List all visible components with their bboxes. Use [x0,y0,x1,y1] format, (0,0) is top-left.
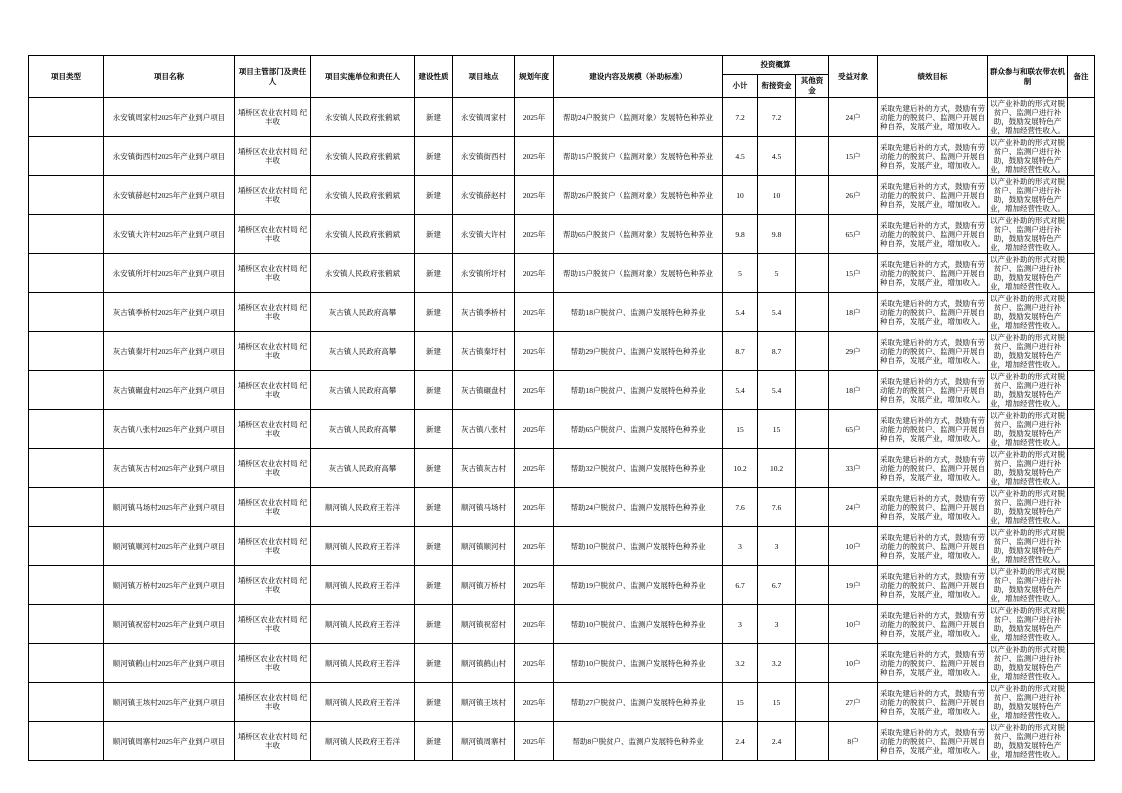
cell-other [796,137,829,176]
cell-nature: 新建 [415,605,453,644]
cell-linkage: 2.4 [758,722,796,761]
cell-content: 帮助24户脱贫户、监测户发展特色种养业 [554,488,723,527]
cell-note [1068,293,1095,332]
cell-beneficiary: 27户 [829,683,878,722]
cell-participation: 以产业补助的形式对脱贫户、监测户进行补助，鼓励发展特色产业，增加经营性收入。 [988,527,1068,566]
cell-location: 顺河镇万桥村 [453,566,515,605]
cell-type [29,527,104,566]
cell-type [29,683,104,722]
cell-content: 帮助18户脱贫户、监测户发展特色种养业 [554,293,723,332]
table-row [29,566,1095,605]
cell-year: 2025年 [515,449,554,488]
cell-impl: 顺河镇人民政府王若洋 [311,722,415,761]
cell-impl: 永安镇人民政府张鹤斌 [311,215,415,254]
cell-type [29,254,104,293]
cell-linkage: 3 [758,605,796,644]
cell-year: 2025年 [515,644,554,683]
cell-performance: 采取先建后补的方式，鼓励有劳动能力的脱贫户、监测户开展自种自养，发展产业，增加收入。 [878,293,988,332]
cell-participation: 以产业补助的形式对脱贫户、监测户进行补助，鼓励发展特色产业，增加经营性收入。 [988,98,1068,137]
cell-year: 2025年 [515,683,554,722]
cell-performance: 采取先建后补的方式，鼓励有劳动能力的脱贫户、监测户开展自种自养，发展产业，增加收入。 [878,371,988,410]
cell-beneficiary: 18户 [829,293,878,332]
col-header-participation: 群众参与和联农带农机制 [988,56,1068,98]
cell-participation: 以产业补助的形式对脱贫户、监测户进行补助，鼓励发展特色产业，增加经营性收入。 [988,254,1068,293]
cell-subtotal: 5.4 [723,293,758,332]
cell-beneficiary: 65户 [829,215,878,254]
cell-content: 帮助10户脱贫户、监测户发展特色种养业 [554,527,723,566]
cell-linkage: 8.7 [758,332,796,371]
cell-beneficiary: 15户 [829,137,878,176]
cell-participation: 以产业补助的形式对脱贫户、监测户进行补助，鼓励发展特色产业，增加经营性收入。 [988,488,1068,527]
cell-note [1068,566,1095,605]
cell-dept: 埇桥区农业农村局 纪丰收 [235,644,311,683]
cell-impl: 顺河镇人民政府王若洋 [311,605,415,644]
cell-content: 帮助10户脱贫户、监测户发展特色种养业 [554,605,723,644]
cell-impl: 灰古镇人民政府高攀 [311,293,415,332]
cell-note [1068,371,1095,410]
table-row [29,644,1095,683]
cell-location: 顺河镇马场村 [453,488,515,527]
cell-location: 灰古镇碾盘村 [453,371,515,410]
col-header-location: 项目地点 [453,56,515,98]
col-header-content: 建设内容及规模（补助标准） [554,56,723,98]
cell-other [796,449,829,488]
cell-performance: 采取先建后补的方式，鼓励有劳动能力的脱贫户、监测户开展自种自养，发展产业，增加收入。 [878,449,988,488]
table-body [29,98,1095,761]
cell-name: 永安镇薛赵村2025年产业到户项目 [104,176,235,215]
cell-type [29,449,104,488]
col-header-investment-group: 投资概算 [723,56,829,75]
cell-note [1068,176,1095,215]
cell-dept: 埇桥区农业农村局 纪丰收 [235,137,311,176]
table-row [29,605,1095,644]
cell-dept: 埇桥区农业农村局 纪丰收 [235,449,311,488]
cell-other [796,644,829,683]
cell-type [29,137,104,176]
cell-nature: 新建 [415,410,453,449]
cell-year: 2025年 [515,566,554,605]
col-header-name: 项目名称 [104,56,235,98]
cell-nature: 新建 [415,215,453,254]
cell-performance: 采取先建后补的方式，鼓励有劳动能力的脱贫户、监测户开展自种自养，发展产业，增加收入。 [878,683,988,722]
cell-subtotal: 3 [723,527,758,566]
cell-location: 永安镇周家村 [453,98,515,137]
cell-impl: 顺河镇人民政府王若洋 [311,527,415,566]
cell-name: 永安镇大许村2025年产业到户项目 [104,215,235,254]
cell-participation: 以产业补助的形式对脱贫户、监测户进行补助，鼓励发展特色产业，增加经营性收入。 [988,176,1068,215]
cell-note [1068,722,1095,761]
cell-other [796,410,829,449]
cell-year: 2025年 [515,605,554,644]
cell-note [1068,137,1095,176]
cell-participation: 以产业补助的形式对脱贫户、监测户进行补助，鼓励发展特色产业，增加经营性收入。 [988,605,1068,644]
cell-other [796,176,829,215]
cell-other [796,293,829,332]
cell-other [796,527,829,566]
cell-dept: 埇桥区农业农村局 纪丰收 [235,98,311,137]
cell-impl: 永安镇人民政府张鹤斌 [311,254,415,293]
cell-linkage: 5.4 [758,371,796,410]
cell-type [29,488,104,527]
cell-content: 帮助29户脱贫户、监测户发展特色种养业 [554,332,723,371]
cell-dept: 埇桥区农业农村局 纪丰收 [235,293,311,332]
cell-other [796,566,829,605]
cell-beneficiary: 18户 [829,371,878,410]
cell-type [29,98,104,137]
cell-name: 灰古镇碾盘村2025年产业到户项目 [104,371,235,410]
cell-subtotal: 8.7 [723,332,758,371]
cell-performance: 采取先建后补的方式，鼓励有劳动能力的脱贫户、监测户开展自种自养，发展产业，增加收入。 [878,332,988,371]
table-row [29,371,1095,410]
cell-nature: 新建 [415,644,453,683]
cell-type [29,410,104,449]
cell-name: 灰古镇秦圩村2025年产业到户项目 [104,332,235,371]
cell-other [796,371,829,410]
cell-subtotal: 10.2 [723,449,758,488]
cell-beneficiary: 24户 [829,488,878,527]
cell-other [796,722,829,761]
cell-content: 帮助10户脱贫户、监测户发展特色种养业 [554,644,723,683]
cell-note [1068,215,1095,254]
cell-location: 顺河镇王垓村 [453,683,515,722]
cell-performance: 采取先建后补的方式，鼓励有劳动能力的脱贫户、监测户开展自种自养，发展产业，增加收入。 [878,137,988,176]
cell-performance: 采取先建后补的方式，鼓励有劳动能力的脱贫户、监测户开展自种自养，发展产业，增加收入。 [878,254,988,293]
cell-nature: 新建 [415,449,453,488]
cell-nature: 新建 [415,254,453,293]
cell-nature: 新建 [415,293,453,332]
cell-year: 2025年 [515,488,554,527]
cell-linkage: 15 [758,410,796,449]
cell-other [796,215,829,254]
cell-impl: 顺河镇人民政府王若洋 [311,488,415,527]
cell-note [1068,449,1095,488]
cell-content: 帮助15户脱贫户（监测对象）发展特色种养业 [554,137,723,176]
cell-dept: 埇桥区农业农村局 纪丰收 [235,176,311,215]
cell-performance: 采取先建后补的方式，鼓励有劳动能力的脱贫户、监测户开展自种自养，发展产业，增加收入。 [878,488,988,527]
cell-subtotal: 5 [723,254,758,293]
cell-participation: 以产业补助的形式对脱贫户、监测户进行补助，鼓励发展特色产业，增加经营性收入。 [988,410,1068,449]
cell-year: 2025年 [515,293,554,332]
cell-impl: 灰古镇人民政府高攀 [311,371,415,410]
cell-year: 2025年 [515,527,554,566]
cell-other [796,488,829,527]
table-row [29,215,1095,254]
cell-linkage: 10.2 [758,449,796,488]
cell-note [1068,605,1095,644]
table-row [29,254,1095,293]
cell-dept: 埇桥区农业农村局 纪丰收 [235,371,311,410]
col-header-type: 项目类型 [29,56,104,98]
cell-performance: 采取先建后补的方式，鼓励有劳动能力的脱贫户、监测户开展自种自养，发展产业，增加收入。 [878,98,988,137]
cell-performance: 采取先建后补的方式，鼓励有劳动能力的脱贫户、监测户开展自种自养，发展产业，增加收入。 [878,527,988,566]
cell-dept: 埇桥区农业农村局 纪丰收 [235,566,311,605]
cell-performance: 采取先建后补的方式，鼓励有劳动能力的脱贫户、监测户开展自种自养，发展产业，增加收入。 [878,644,988,683]
table-row [29,176,1095,215]
cell-participation: 以产业补助的形式对脱贫户、监测户进行补助，鼓励发展特色产业，增加经营性收入。 [988,371,1068,410]
cell-subtotal: 7.6 [723,488,758,527]
cell-type [29,215,104,254]
cell-other [796,332,829,371]
cell-beneficiary: 33户 [829,449,878,488]
cell-year: 2025年 [515,410,554,449]
table-row [29,332,1095,371]
cell-location: 灰古镇灰古村 [453,449,515,488]
cell-content: 帮助19户脱贫户、监测户发展特色种养业 [554,566,723,605]
cell-beneficiary: 15户 [829,254,878,293]
cell-year: 2025年 [515,176,554,215]
cell-content: 帮助8户脱贫户、监测户发展特色种养业 [554,722,723,761]
cell-name: 顺河镇王垓村2025年产业到户项目 [104,683,235,722]
cell-performance: 采取先建后补的方式，鼓励有劳动能力的脱贫户、监测户开展自种自养，发展产业，增加收入。 [878,722,988,761]
cell-name: 灰古镇八张村2025年产业到户项目 [104,410,235,449]
cell-participation: 以产业补助的形式对脱贫户、监测户进行补助，鼓励发展特色产业，增加经营性收入。 [988,449,1068,488]
cell-beneficiary: 65户 [829,410,878,449]
cell-participation: 以产业补助的形式对脱贫户、监测户进行补助，鼓励发展特色产业，增加经营性收入。 [988,137,1068,176]
cell-type [29,293,104,332]
cell-dept: 埇桥区农业农村局 纪丰收 [235,254,311,293]
cell-year: 2025年 [515,215,554,254]
table-row [29,293,1095,332]
cell-content: 帮助18户脱贫户、监测户发展特色种养业 [554,371,723,410]
cell-type [29,722,104,761]
cell-nature: 新建 [415,371,453,410]
cell-location: 顺河镇顺河村 [453,527,515,566]
table-row [29,683,1095,722]
cell-note [1068,488,1095,527]
cell-year: 2025年 [515,722,554,761]
cell-note [1068,644,1095,683]
cell-subtotal: 5.4 [723,371,758,410]
cell-name: 顺河镇祝窑村2025年产业到户项目 [104,605,235,644]
col-header-linkage-funds: 衔接资金 [758,75,796,98]
cell-linkage: 15 [758,683,796,722]
cell-type [29,605,104,644]
col-header-performance: 绩效目标 [878,56,988,98]
cell-year: 2025年 [515,332,554,371]
cell-dept: 埇桥区农业农村局 纪丰收 [235,488,311,527]
cell-dept: 埇桥区农业农村局 纪丰收 [235,683,311,722]
cell-performance: 采取先建后补的方式，鼓励有劳动能力的脱贫户、监测户开展自种自养，发展产业，增加收入。 [878,566,988,605]
cell-nature: 新建 [415,722,453,761]
cell-dept: 埇桥区农业农村局 纪丰收 [235,722,311,761]
cell-location: 永安镇街西村 [453,137,515,176]
project-table [28,55,1095,761]
cell-subtotal: 3 [723,605,758,644]
cell-subtotal: 4.5 [723,137,758,176]
cell-other [796,254,829,293]
cell-linkage: 10 [758,176,796,215]
cell-type [29,371,104,410]
cell-name: 顺河镇马场村2025年产业到户项目 [104,488,235,527]
cell-year: 2025年 [515,371,554,410]
cell-beneficiary: 26户 [829,176,878,215]
cell-impl: 灰古镇人民政府高攀 [311,410,415,449]
cell-nature: 新建 [415,566,453,605]
cell-location: 永安镇薛赵村 [453,176,515,215]
cell-participation: 以产业补助的形式对脱贫户、监测户进行补助，鼓励发展特色产业，增加经营性收入。 [988,644,1068,683]
cell-subtotal: 9.8 [723,215,758,254]
col-header-beneficiary: 受益对象 [829,56,878,98]
cell-nature: 新建 [415,527,453,566]
cell-impl: 灰古镇人民政府高攀 [311,449,415,488]
cell-type [29,644,104,683]
cell-beneficiary: 29户 [829,332,878,371]
cell-note [1068,683,1095,722]
cell-participation: 以产业补助的形式对脱贫户、监测户进行补助，鼓励发展特色产业，增加经营性收入。 [988,683,1068,722]
cell-linkage: 4.5 [758,137,796,176]
col-header-dept: 项目主管部门及责任人 [235,56,311,98]
cell-location: 灰古镇秦圩村 [453,332,515,371]
cell-impl: 永安镇人民政府张鹤斌 [311,98,415,137]
cell-name: 永安镇周家村2025年产业到户项目 [104,98,235,137]
cell-content: 帮助27户脱贫户、监测户发展特色种养业 [554,683,723,722]
cell-content: 帮助15户脱贫户（监测对象）发展特色种养业 [554,254,723,293]
cell-participation: 以产业补助的形式对脱贫户、监测户进行补助，鼓励发展特色产业，增加经营性收入。 [988,722,1068,761]
cell-type [29,566,104,605]
cell-type [29,176,104,215]
cell-name: 顺河镇周寨村2025年产业到户项目 [104,722,235,761]
cell-participation: 以产业补助的形式对脱贫户、监测户进行补助，鼓励发展特色产业，增加经营性收入。 [988,215,1068,254]
cell-impl: 永安镇人民政府张鹤斌 [311,137,415,176]
cell-name: 顺河镇万桥村2025年产业到户项目 [104,566,235,605]
table-row [29,98,1095,137]
cell-subtotal: 15 [723,683,758,722]
cell-participation: 以产业补助的形式对脱贫户、监测户进行补助，鼓励发展特色产业，增加经营性收入。 [988,293,1068,332]
cell-other [796,98,829,137]
cell-subtotal: 7.2 [723,98,758,137]
cell-impl: 永安镇人民政府张鹤斌 [311,176,415,215]
cell-year: 2025年 [515,254,554,293]
cell-linkage: 6.7 [758,566,796,605]
cell-subtotal: 10 [723,176,758,215]
cell-content: 帮助32户脱贫户、监测户发展特色种养业 [554,449,723,488]
cell-name: 顺河镇顺河村2025年产业到户项目 [104,527,235,566]
cell-impl: 顺河镇人民政府王若洋 [311,644,415,683]
table-row [29,449,1095,488]
cell-linkage: 5.4 [758,293,796,332]
cell-subtotal: 6.7 [723,566,758,605]
cell-impl: 顺河镇人民政府王若洋 [311,566,415,605]
cell-participation: 以产业补助的形式对脱贫户、监测户进行补助，鼓励发展特色产业，增加经营性收入。 [988,566,1068,605]
table-row [29,137,1095,176]
cell-impl: 灰古镇人民政府高攀 [311,332,415,371]
cell-performance: 采取先建后补的方式，鼓励有劳动能力的脱贫户、监测户开展自种自养，发展产业，增加收入。 [878,176,988,215]
table-row [29,410,1095,449]
cell-note [1068,98,1095,137]
cell-location: 顺河镇祝窑村 [453,605,515,644]
cell-linkage: 9.8 [758,215,796,254]
col-header-subtotal: 小计 [723,75,758,98]
cell-dept: 埇桥区农业农村局 纪丰收 [235,605,311,644]
cell-dept: 埇桥区农业农村局 纪丰收 [235,527,311,566]
cell-dept: 埇桥区农业农村局 纪丰收 [235,410,311,449]
cell-location: 永安镇大许村 [453,215,515,254]
cell-note [1068,527,1095,566]
cell-content: 帮助65户脱贫户、监测户发展特色种养业 [554,410,723,449]
cell-dept: 埇桥区农业农村局 纪丰收 [235,332,311,371]
cell-subtotal: 3.2 [723,644,758,683]
cell-subtotal: 2.4 [723,722,758,761]
cell-content: 帮助26户脱贫户（监测对象）发展特色种养业 [554,176,723,215]
cell-linkage: 3 [758,527,796,566]
cell-content: 帮助65户脱贫户（监测对象）发展特色种养业 [554,215,723,254]
cell-other [796,683,829,722]
cell-beneficiary: 10户 [829,644,878,683]
cell-nature: 新建 [415,332,453,371]
cell-beneficiary: 24户 [829,98,878,137]
cell-nature: 新建 [415,176,453,215]
cell-nature: 新建 [415,98,453,137]
cell-performance: 采取先建后补的方式，鼓励有劳动能力的脱贫户、监测户开展自种自养，发展产业，增加收入。 [878,215,988,254]
table-row [29,527,1095,566]
cell-participation: 以产业补助的形式对脱贫户、监测户进行补助，鼓励发展特色产业，增加经营性收入。 [988,332,1068,371]
cell-linkage: 5 [758,254,796,293]
cell-performance: 采取先建后补的方式，鼓励有劳动能力的脱贫户、监测户开展自种自养，发展产业，增加收入。 [878,410,988,449]
cell-performance: 采取先建后补的方式，鼓励有劳动能力的脱贫户、监测户开展自种自养，发展产业，增加收入。 [878,605,988,644]
cell-subtotal: 15 [723,410,758,449]
cell-impl: 顺河镇人民政府王若洋 [311,683,415,722]
cell-location: 顺河镇周寨村 [453,722,515,761]
cell-name: 灰古镇季桥村2025年产业到户项目 [104,293,235,332]
col-header-year: 规划年度 [515,56,554,98]
cell-beneficiary: 10户 [829,605,878,644]
cell-nature: 新建 [415,137,453,176]
cell-beneficiary: 8户 [829,722,878,761]
table-row [29,488,1095,527]
table-header [29,56,1095,98]
col-header-nature: 建设性质 [415,56,453,98]
cell-name: 灰古镇灰古村2025年产业到户项目 [104,449,235,488]
cell-content: 帮助24户脱贫户（监测对象）发展特色种养业 [554,98,723,137]
cell-location: 永安镇所圩村 [453,254,515,293]
cell-location: 顺河镇鹤山村 [453,644,515,683]
col-header-impl: 项目实施单位和责任人 [311,56,415,98]
cell-beneficiary: 19户 [829,566,878,605]
cell-linkage: 3.2 [758,644,796,683]
table-row [29,722,1095,761]
cell-year: 2025年 [515,98,554,137]
cell-dept: 埇桥区农业农村局 纪丰收 [235,215,311,254]
cell-other [796,605,829,644]
cell-linkage: 7.2 [758,98,796,137]
cell-name: 顺河镇鹤山村2025年产业到户项目 [104,644,235,683]
cell-note [1068,332,1095,371]
cell-note [1068,254,1095,293]
cell-location: 灰古镇八张村 [453,410,515,449]
cell-name: 永安镇街西村2025年产业到户项目 [104,137,235,176]
col-header-other-funds: 其他资金 [796,75,829,98]
cell-name: 永安镇所圩村2025年产业到户项目 [104,254,235,293]
cell-nature: 新建 [415,488,453,527]
cell-beneficiary: 10户 [829,527,878,566]
cell-note [1068,410,1095,449]
cell-year: 2025年 [515,137,554,176]
cell-type [29,332,104,371]
cell-location: 灰古镇季桥村 [453,293,515,332]
col-header-note: 备注 [1068,56,1095,98]
cell-linkage: 7.6 [758,488,796,527]
cell-nature: 新建 [415,683,453,722]
